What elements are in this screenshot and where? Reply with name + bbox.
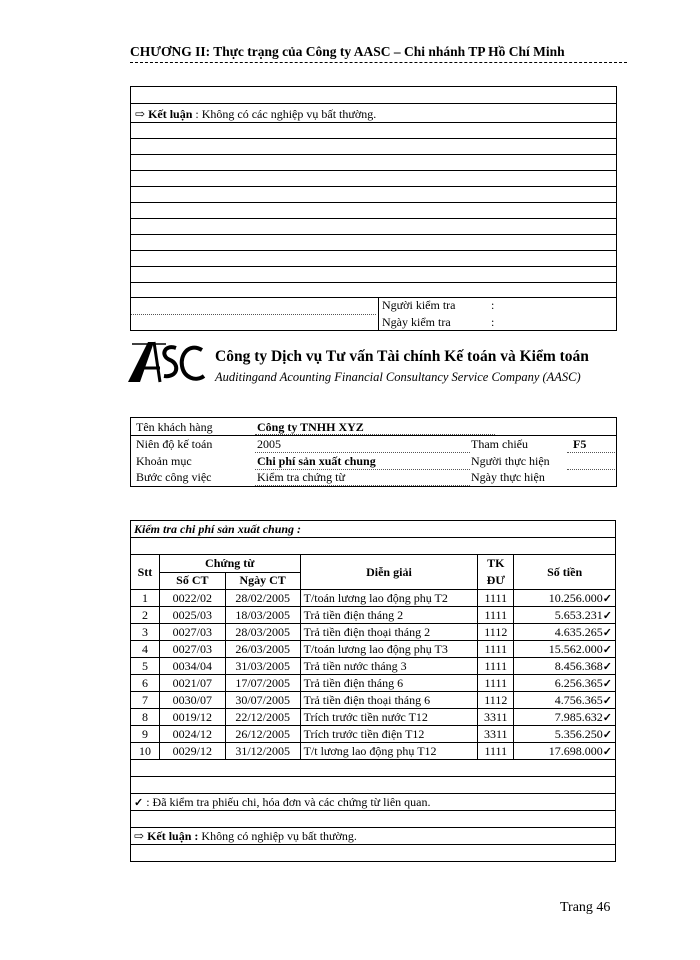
row-account: 1111 [478, 641, 514, 658]
row-amount: 8.456.368✓ [514, 658, 616, 675]
row-stt: 8 [131, 709, 160, 726]
row-stt: 2 [131, 607, 160, 624]
checkmark-icon: ✓ [602, 694, 612, 707]
checkmark-icon: ✓ [602, 609, 612, 622]
checker-label: Người kiểm tra [382, 298, 456, 312]
row-stt: 4 [131, 641, 160, 658]
row-amount: 4.635.265✓ [514, 624, 616, 641]
col-amount-header: Số tiền [514, 555, 616, 590]
table-row [131, 692, 616, 709]
row-stt: 3 [131, 624, 160, 641]
row-account: 3311 [478, 709, 514, 726]
checkmark-icon: ✓ [602, 592, 612, 605]
row-account: 1111 [478, 590, 514, 607]
reference-value: F5 [573, 437, 587, 451]
checkmark-icon: ✓ [602, 711, 612, 724]
top-conclusion-text: : Không có các nghiệp vụ bất thường. [195, 107, 377, 121]
reference-label: Tham chiếu [471, 437, 528, 451]
col-no-header: Số CT [159, 572, 225, 590]
work-step-label: Bước công việc [136, 470, 212, 484]
row-voucher-no: 0025/03 [159, 607, 225, 624]
bottom-conclusion-text: Không có nghiệp vụ bất thường. [198, 828, 357, 843]
company-name-en: Auditingand Acounting Financial Consultancy Service Company (AASC) [215, 370, 581, 384]
table-row [131, 658, 616, 675]
row-description: Trả tiền điện thoại tháng 6 [300, 692, 478, 709]
page-number: Trang 46 [560, 900, 611, 915]
checkmark-icon: ✓ [602, 745, 612, 758]
table-row [131, 624, 616, 641]
row-voucher-date: 28/02/2005 [225, 590, 300, 607]
row-account: 1111 [478, 675, 514, 692]
row-amount: 5.356.250✓ [514, 726, 616, 743]
row-stt: 10 [131, 743, 160, 760]
top-conclusion-box [130, 86, 617, 331]
row-voucher-no: 0030/07 [159, 692, 225, 709]
performer-label: Người thực hiện [471, 454, 550, 468]
row-description: Trả tiền điện tháng 6 [300, 675, 478, 692]
checkmark-icon: ✓ [602, 643, 612, 656]
engagement-info-box [130, 417, 617, 487]
arrow-right-icon: ⇨ [135, 107, 146, 121]
account-item-value: Chi phí sản xuất chung [257, 454, 376, 468]
table-blank-row [131, 777, 616, 794]
bottom-conclusion-row [131, 828, 616, 845]
checker-colon: : [491, 298, 495, 312]
row-description: T/toán lương lao động phụ T2 [300, 590, 478, 607]
client-label: Tên khách hàng [136, 420, 213, 434]
row-amount: 17.698.000✓ [514, 743, 616, 760]
header-divider [130, 62, 627, 63]
table-row [131, 675, 616, 692]
fiscal-year-value: 2005 [257, 437, 281, 451]
row-voucher-no: 0022/02 [159, 590, 225, 607]
row-stt: 5 [131, 658, 160, 675]
row-account: 1111 [478, 658, 514, 675]
top-conclusion-line [135, 107, 376, 122]
row-account: 3311 [478, 726, 514, 743]
row-voucher-date: 31/12/2005 [225, 743, 300, 760]
checkmark-icon: ✓ [602, 677, 612, 690]
table-row [131, 709, 616, 726]
col-stt-header: Stt [131, 555, 160, 590]
tick-note-row [131, 794, 616, 811]
row-voucher-date: 18/03/2005 [225, 607, 300, 624]
row-amount: 15.562.000✓ [514, 641, 616, 658]
table-row [131, 590, 616, 607]
row-voucher-no: 0034/04 [159, 658, 225, 675]
table-row [131, 726, 616, 743]
checkmark-icon: ✓ [602, 660, 612, 673]
col-acc-header [478, 555, 514, 590]
row-voucher-date: 22/12/2005 [225, 709, 300, 726]
fiscal-year-label: Niên độ kế toán [136, 437, 213, 451]
row-description: Trích trước tiền nước T12 [300, 709, 478, 726]
bottom-conclusion-label: Kết luận : [147, 828, 199, 843]
row-stt: 7 [131, 692, 160, 709]
check-date-colon: : [491, 315, 495, 329]
check-date-label: Ngày kiểm tra [382, 315, 451, 329]
table-row [131, 743, 616, 760]
row-amount: 7.985.632✓ [514, 709, 616, 726]
arrow-right-icon: ⇨ [134, 828, 145, 843]
chapter-header: CHƯƠNG II: Thực trạng của Công ty AASC – Chi nhánh TP Hồ Chí Minh [130, 44, 565, 59]
row-voucher-no: 0027/03 [159, 641, 225, 658]
row-voucher-date: 31/03/2005 [225, 658, 300, 675]
row-stt: 9 [131, 726, 160, 743]
row-voucher-no: 0019/12 [159, 709, 225, 726]
table-spacer-row [131, 538, 616, 555]
row-description: Trả tiền điện thoại tháng 2 [300, 624, 478, 641]
company-name: Công ty Dịch vụ Tư vấn Tài chính Kế toán và Kiểm toán [215, 348, 589, 365]
row-account: 1112 [478, 624, 514, 641]
row-voucher-date: 28/03/2005 [225, 624, 300, 641]
row-voucher-no: 0021/07 [159, 675, 225, 692]
col-acc-header-2: ĐƯ [486, 573, 505, 587]
aasc-logo [126, 338, 206, 386]
row-amount: 6.256.365✓ [514, 675, 616, 692]
row-voucher-no: 0027/03 [159, 624, 225, 641]
table-blank-row [131, 845, 616, 862]
checkmark-icon: ✓ [602, 728, 612, 741]
row-voucher-date: 26/03/2005 [225, 641, 300, 658]
row-description: Trả tiền nước tháng 3 [300, 658, 478, 675]
col-voucher-header: Chứng từ [159, 555, 300, 573]
top-conclusion-label: Kết luận [148, 107, 193, 121]
account-item-label: Khoản mục [136, 454, 192, 468]
row-voucher-no: 0024/12 [159, 726, 225, 743]
row-account: 1112 [478, 692, 514, 709]
row-amount: 10.256.000✓ [514, 590, 616, 607]
row-voucher-date: 30/07/2005 [225, 692, 300, 709]
work-step-value: Kiểm tra chứng từ [257, 470, 345, 484]
row-description: Trả tiền điện tháng 2 [300, 607, 478, 624]
voucher-check-table [130, 520, 616, 862]
row-description: Trích trước tiền điện T12 [300, 726, 478, 743]
row-account: 1111 [478, 743, 514, 760]
row-stt: 6 [131, 675, 160, 692]
row-voucher-date: 26/12/2005 [225, 726, 300, 743]
row-description: T/toán lương lao động phụ T3 [300, 641, 478, 658]
row-description: T/t lương lao động phụ T12 [300, 743, 478, 760]
row-account: 1111 [478, 607, 514, 624]
table-title: Kiểm tra chi phí sản xuất chung : [131, 521, 616, 538]
row-amount: 5.653.231✓ [514, 607, 616, 624]
table-blank-row [131, 811, 616, 828]
table-row [131, 607, 616, 624]
col-acc-header-1: TK [487, 556, 505, 570]
client-value: Công ty TNHH XYZ [257, 420, 364, 434]
col-date-header: Ngày CT [225, 572, 300, 590]
row-voucher-date: 17/07/2005 [225, 675, 300, 692]
col-desc-header: Diễn giải [300, 555, 478, 590]
row-stt: 1 [131, 590, 160, 607]
perform-date-label: Ngày thực hiện [471, 470, 545, 484]
row-amount: 4.756.365✓ [514, 692, 616, 709]
table-row [131, 641, 616, 658]
table-blank-row [131, 760, 616, 777]
checkmark-icon: ✓ [602, 626, 612, 639]
tick-note-text: : Đã kiểm tra phiếu chi, hóa đơn và các chứng từ liên quan. [143, 794, 431, 809]
checkmark-icon: ✓ [134, 796, 144, 809]
row-voucher-no: 0029/12 [159, 743, 225, 760]
